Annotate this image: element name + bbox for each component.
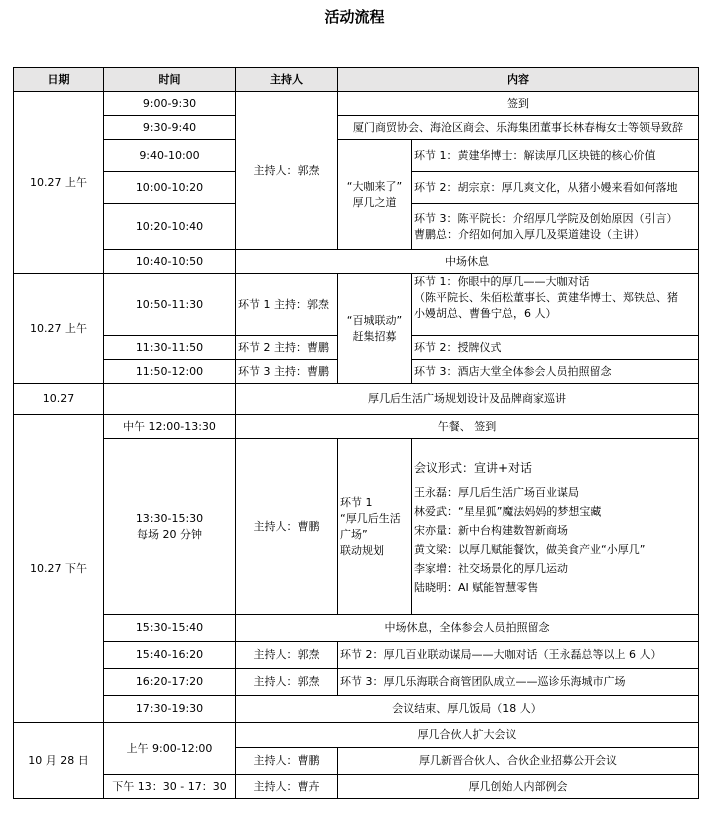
time-cell: 上午 9:00-12:00: [104, 723, 236, 775]
content-cell: 环节 2：授牌仪式: [412, 336, 699, 360]
content-line: 王永磊：厚几后生活广场百业谋局: [414, 485, 579, 499]
content-line: 陆晓明：AI 赋能智慧零售: [414, 580, 539, 594]
host-cell: 主持人：曹卉: [236, 775, 338, 799]
host-cell: 主持人：郭焘: [236, 669, 338, 696]
time-cell: 中午 12:00-13:30: [104, 415, 236, 439]
table-row: [14, 439, 699, 615]
header-date: 日期: [14, 68, 104, 92]
time-cell: 15:30-15:40: [104, 615, 236, 642]
content-line: 宋亦量：新中台构建数智新商场: [414, 523, 568, 537]
group-line: 赶集招募: [352, 329, 397, 343]
table-row: [14, 642, 699, 669]
content-cell: 午餐、 签到: [236, 415, 699, 439]
content-line: 黄文梁：以厚几赋能餐饮，做美食产业“小厚几”: [414, 542, 646, 556]
time-cell: 10:20-10:40: [104, 204, 236, 250]
time-cell: 15:40-16:20: [104, 642, 236, 669]
time-cell: 11:30-11:50: [104, 336, 236, 360]
content-cell: 环节 2：厚几百业联动谋局——大咖对话（王永磊总等以上 6 人）: [338, 642, 699, 669]
content-cell: 环节 2：胡宗京：厚几爽文化，从猪小嫚来看如何落地: [412, 172, 699, 204]
header-time: 时间: [104, 68, 236, 92]
content-line: （陈平院长、朱佰松董事长、黄建华博士、郑铁总、猪: [414, 291, 678, 304]
host-cell: 主持人：郭焘: [236, 642, 338, 669]
content-line: 李家增：社交场景化的厚几运动: [414, 561, 568, 575]
content-cell: 环节 3：厚几乐海联合商管团队成立——巡诊乐海城市广场: [338, 669, 699, 696]
table-row: [14, 116, 699, 140]
group-line: 联动规划: [340, 543, 384, 557]
content-cell: 厚几创始人内部例会: [338, 775, 699, 799]
content-cell: 厚几后生活广场规划设计及品牌商家巡讲: [236, 384, 699, 415]
content-cell: 签到: [338, 92, 699, 116]
time-cell: 下午 13：30 - 17：30: [104, 775, 236, 799]
time-cell: 17:30-19:30: [104, 696, 236, 723]
host-cell: 主持人：曹鹏: [236, 748, 338, 775]
header-row: [14, 68, 699, 92]
group-line: 环节 1: [340, 495, 373, 509]
content-cell: 环节 1：黄建华博士：解读厚几区块链的核心价值: [412, 140, 699, 172]
time-cell: [104, 439, 236, 615]
time-cell: 11:50-12:00: [104, 360, 236, 384]
header-host: 主持人: [236, 68, 338, 92]
date-cell: 10.27 上午: [14, 274, 104, 384]
group-line: “大咖来了”: [346, 179, 403, 193]
host-cell: 环节 3 主持：曹鹏: [236, 360, 338, 384]
content-line: 小嫚胡总、曹鲁宁总，6 人）: [414, 307, 557, 320]
time-cell: 10:00-10:20: [104, 172, 236, 204]
content-cell: 厦门商贸协会、海沧区商会、乐海集团董事长林春梅女士等领导致辞: [338, 116, 699, 140]
group-line: “百城联动”: [346, 313, 403, 327]
time-cell: 9:30-9:40: [104, 116, 236, 140]
page-title: 活动流程: [324, 8, 385, 26]
date-cell: 10.27 下午: [14, 415, 104, 723]
table-row: [14, 775, 699, 799]
time-cell: 9:00-9:30: [104, 92, 236, 116]
content-line: 林爱武：“星星狐”魔法妈妈的梦想宝藏: [414, 504, 602, 518]
content-cell: 厚几合伙人扩大会议: [236, 723, 699, 748]
content-line: 会议形式：宣讲+对话: [414, 460, 533, 475]
group-line: 厚几之道: [352, 195, 397, 209]
group-cell: [338, 274, 412, 384]
time-cell: 10:50-11:30: [104, 274, 236, 336]
time-cell: 16:20-17:20: [104, 669, 236, 696]
table-row: [14, 669, 699, 696]
group-cell: [338, 140, 412, 250]
schedule-table: [13, 67, 699, 799]
content-cell: [412, 439, 699, 615]
content-cell: 中场休息: [236, 250, 699, 274]
header-content: 内容: [338, 68, 699, 92]
table-row: [14, 696, 699, 723]
table-row: [14, 723, 699, 748]
time-cell: [104, 384, 236, 415]
content-cell: [412, 274, 699, 336]
content-cell: 环节 3：酒店大堂全体参会人员拍照留念: [412, 360, 699, 384]
group-line: “厚几后生活: [340, 511, 401, 525]
content-cell: 厚几新晋合伙人、合伙企业招募公开会议: [338, 748, 699, 775]
content-cell: 中场休息，全体参会人员拍照留念: [236, 615, 699, 642]
time-cell: 10:40-10:50: [104, 250, 236, 274]
table-row: [14, 92, 699, 116]
table-row: [14, 140, 699, 172]
content-line: 环节 3：陈平院长：介绍厚几学院及创始原因（引言）: [414, 211, 678, 225]
date-cell: 10 月 28 日: [14, 723, 104, 799]
group-line: 广场”: [340, 527, 368, 541]
table-row: [14, 274, 699, 336]
group-cell: [338, 439, 412, 615]
host-cell: 环节 2 主持：曹鹏: [236, 336, 338, 360]
host-cell: 主持人：曹鹏: [236, 439, 338, 615]
date-cell: 10.27: [14, 384, 104, 415]
content-line: 环节 1：你眼中的厚几——大咖对话: [414, 275, 590, 288]
host-cell: 环节 1 主持：郭焘: [236, 274, 338, 336]
content-cell: 会议结束、厚几饭局（18 人）: [236, 696, 699, 723]
content-line: 曹鹏总：介绍如何加入厚几及渠道建设（主讲）: [414, 227, 645, 241]
time-note: 每场 20 分钟: [137, 527, 202, 541]
table-row: [14, 250, 699, 274]
time-line: 13:30-15:30: [135, 511, 204, 525]
time-cell: 9:40-10:00: [104, 140, 236, 172]
table-row: [14, 615, 699, 642]
table-row: [14, 415, 699, 439]
table-row: [14, 384, 699, 415]
content-cell: [412, 204, 699, 250]
host-cell: 主持人：郭焘: [236, 92, 338, 250]
date-cell: 10.27 上午: [14, 92, 104, 274]
